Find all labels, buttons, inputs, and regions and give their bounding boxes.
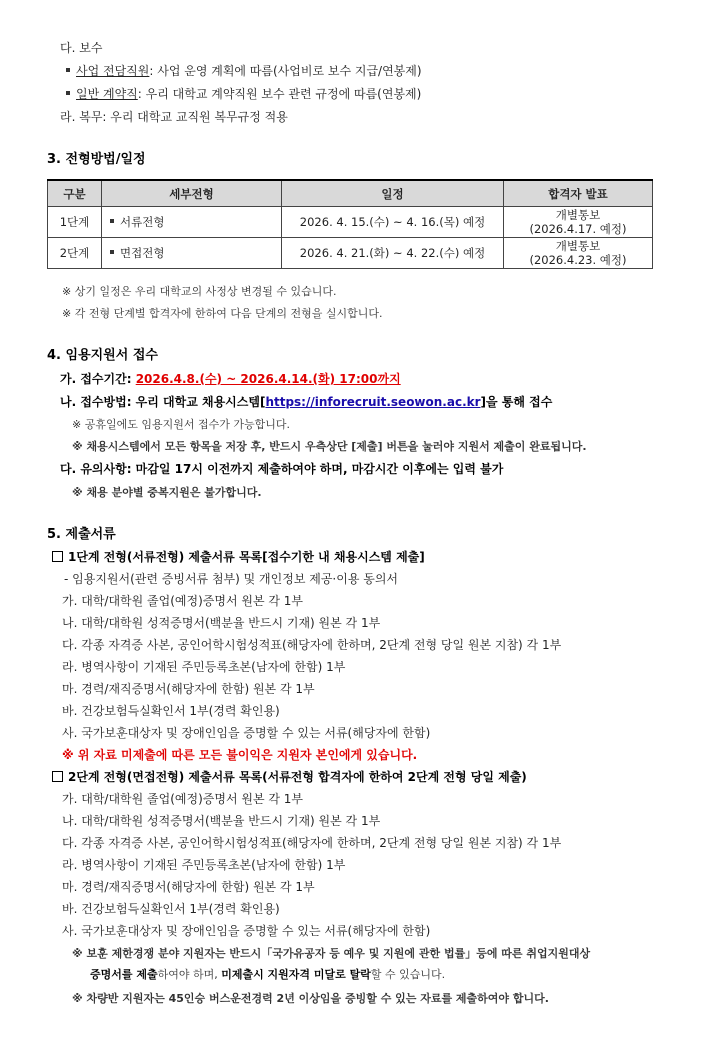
pay-item-label: 일반 계약직 (76, 87, 138, 101)
bullet-icon (66, 68, 70, 72)
cell-stage: 1단계 (48, 207, 102, 238)
cell-stage: 2단계 (48, 238, 102, 269)
stage1-warning: ※ 위 자료 미제출에 따른 모든 불이익은 지원자 본인에게 있습니다. (62, 748, 418, 762)
bullet-icon (66, 91, 70, 95)
period-line (60, 371, 401, 388)
announce-line: 개별통보 (555, 208, 601, 222)
veteran-note-text: 할 수 있습니다. (370, 968, 446, 981)
list-item: 다. 각종 자격증 사본, 공인어학시험성적표(해당자에 한하며, 2단계 전형 당일 원본 지참) 각 1부 (62, 836, 562, 850)
pay-title: 다. 보수 (60, 41, 103, 55)
cell-announce (504, 238, 653, 269)
submit-note: ※ 채용시스템에서 모든 항목을 저장 후, 반드시 우측상단 [제출] 버튼을 눌러야 지원서 제출이 완료됩니다. (72, 440, 587, 453)
cell-date: 2026. 4. 15.(수) ~ 4. 16.(목) 예정 (282, 207, 504, 238)
stage2-title-text: 2단계 전형(면접전형) 제출서류 목록(서류전형 합격자에 한하여 2단계 전형 당일 제출) (68, 770, 527, 784)
cell-type-text: 면접전형 (120, 246, 165, 260)
caution-line: 다. 유의사항: 마감일 17시 이전까지 제출하여야 하며, 마감시간 이후에는 입력 불가 (60, 462, 504, 476)
header-announce: 합격자 발표 (504, 180, 653, 207)
cell-type-text: 서류전형 (120, 215, 165, 229)
driver-note: ※ 차량반 지원자는 45인승 버스운전경력 2년 이상임을 증빙할 수 있는 자료를 제출하여야 합니다. (72, 992, 549, 1005)
checkbox-square-icon (52, 551, 63, 562)
duplicate-note: ※ 채용 분야별 중복지원은 불가합니다. (72, 486, 262, 499)
veteran-note-bold: 증명서를 제출 (90, 968, 158, 981)
table-row (48, 207, 653, 238)
section-5-title: 5. 제출서류 (47, 527, 116, 542)
bullet-icon (110, 219, 114, 223)
stage2-title (52, 769, 527, 786)
method-line (60, 394, 552, 411)
schedule-table (47, 179, 653, 269)
checkbox-square-icon (52, 771, 63, 782)
pay-item-label: 사업 전담직원 (76, 64, 150, 78)
list-item: 가. 대학/대학원 졸업(예정)증명서 원본 각 1부 (62, 792, 303, 806)
list-item: 나. 대학/대학원 성적증명서(백분율 반드시 기재) 원본 각 1부 (62, 616, 381, 630)
list-item: 마. 경력/재직증명서(해당자에 한함) 원본 각 1부 (62, 682, 315, 696)
announce-date: (2026.4.23. 예정) (529, 253, 627, 267)
stage1-title (52, 549, 425, 566)
cell-type (102, 238, 282, 269)
method-label: 나. 접수방법: 우리 대학교 채용시스템[ (60, 395, 266, 409)
table-header-row (48, 180, 653, 207)
veteran-note: ※ 보훈 제한경쟁 분야 지원자는 반드시「국가유공자 등 예우 및 지원에 관한 법률」등에 따른 취업지원대상 (72, 947, 591, 960)
schedule-note: ※ 상기 일정은 우리 대학교의 사정상 변경될 수 있습니다. (62, 285, 337, 298)
cell-announce (504, 207, 653, 238)
pay-item-text: : 우리 대학교 계약직원 보수 관련 규정에 따름(연봉제) (137, 87, 422, 101)
list-item: 바. 건강보험득실확인서 1부(경력 확인용) (62, 704, 280, 718)
period-value: 2026.4.8.(수) ~ 2026.4.14.(화) 17:00까지 (135, 372, 401, 386)
veteran-note-bold: 미제출시 지원자격 미달로 탈락 (221, 968, 371, 981)
list-item: 나. 대학/대학원 성적증명서(백분율 반드시 기재) 원본 각 1부 (62, 814, 381, 828)
list-item: 바. 건강보험득실확인서 1부(경력 확인용) (62, 902, 280, 916)
recruit-link[interactable]: https://inforecruit.seowon.ac.kr (265, 395, 481, 409)
cell-type (102, 207, 282, 238)
list-item: 라. 병역사항이 기재된 주민등록초본(남자에 한함) 1부 (62, 660, 346, 674)
pay-item-contract (66, 86, 421, 103)
schedule-note: ※ 각 전형 단계별 합격자에 한하여 다음 단계의 전형을 실시합니다. (62, 307, 383, 320)
section-4-title: 4. 임용지원서 접수 (47, 348, 158, 363)
list-item: 사. 국가보훈대상자 및 장애인임을 증명할 수 있는 서류(해당자에 한함) (62, 924, 431, 938)
header-date: 일정 (282, 180, 504, 207)
section-3-title: 3. 전형방법/일정 (47, 152, 146, 167)
stage1-intro: - 임용지원서(관련 증빙서류 첨부) 및 개인정보 제공·이용 동의서 (64, 572, 399, 586)
pay-item-text: : 사업 운영 계획에 따름(사업비로 보수 지급/연봉제) (149, 64, 422, 78)
veteran-note-cont (90, 966, 445, 983)
veteran-note-text: 하여야 하며, (157, 968, 222, 981)
announce-date: (2026.4.17. 예정) (529, 222, 627, 236)
period-label: 가. 접수기간: (60, 372, 136, 386)
holiday-note: ※ 공휴일에도 임용지원서 접수가 가능합니다. (72, 418, 290, 431)
method-tail: ]을 통해 접수 (480, 395, 553, 409)
header-type: 세부전형 (102, 180, 282, 207)
bullet-icon (110, 250, 114, 254)
pay-item-business (66, 63, 422, 80)
list-item: 다. 각종 자격증 사본, 공인어학시험성적표(해당자에 한하며, 2단계 전형 당일 원본 지참) 각 1부 (62, 638, 562, 652)
duty-text: 라. 복무: 우리 대학교 교직원 복무규정 적용 (60, 110, 288, 124)
stage1-title-text: 1단계 전형(서류전형) 제출서류 목록[접수기한 내 채용시스템 제출] (68, 550, 425, 564)
header-stage: 구분 (48, 180, 102, 207)
table-row (48, 238, 653, 269)
list-item: 사. 국가보훈대상자 및 장애인임을 증명할 수 있는 서류(해당자에 한함) (62, 726, 431, 740)
list-item: 라. 병역사항이 기재된 주민등록초본(남자에 한함) 1부 (62, 858, 346, 872)
list-item: 마. 경력/재직증명서(해당자에 한함) 원본 각 1부 (62, 880, 315, 894)
list-item: 가. 대학/대학원 졸업(예정)증명서 원본 각 1부 (62, 594, 303, 608)
cell-date: 2026. 4. 21.(화) ~ 4. 22.(수) 예정 (282, 238, 504, 269)
announce-line: 개별통보 (555, 239, 601, 253)
